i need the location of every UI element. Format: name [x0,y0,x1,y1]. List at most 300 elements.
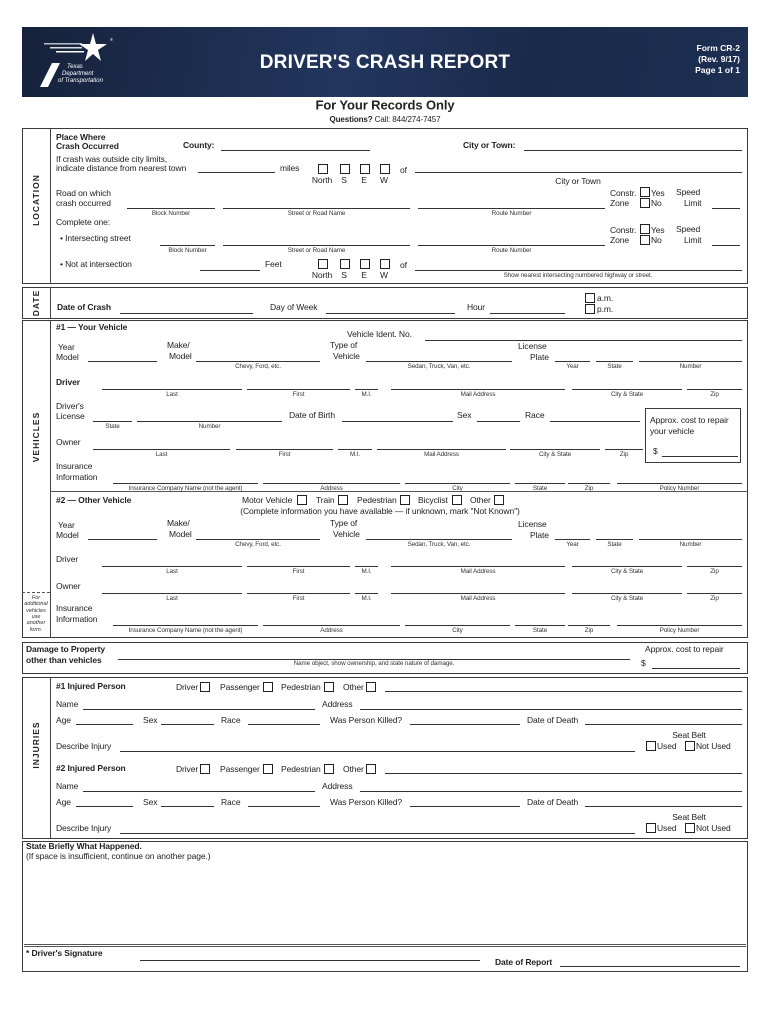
injured-2-seatbelt-used-checkbox[interactable] [646,823,656,833]
e-label: E [361,269,367,280]
model-label: Model [169,528,192,539]
other-vehicle-type-label: Train [316,494,335,505]
header-banner [22,27,748,97]
no-label: No [651,234,662,245]
of-label: of [400,164,407,175]
chevy-label: Chevy, Ford, etc. [235,362,281,370]
other-vehicle-type-label: Motor Vehicle [242,494,293,505]
state-label: State [607,362,622,370]
injured-1-role-checkbox[interactable] [263,682,273,692]
block-label: Block Number [168,246,207,254]
v1-insurance-city-field[interactable] [405,473,510,484]
injured-1-injury-description-field[interactable] [120,741,635,752]
day-of-week-label: Day of Week [270,301,318,312]
injured-1-age-field[interactable] [76,714,133,725]
sex-label: Sex [143,714,158,725]
city-state-label: City & State [538,450,572,458]
injured-1-role-other-field[interactable] [385,681,742,692]
miles-label: miles [280,162,300,173]
injured-1-address-field[interactable] [360,699,742,710]
v2-driver-last-field[interactable] [102,556,242,567]
title-label: State Briefly What Happened. [26,840,142,851]
intersection-north-checkbox[interactable] [318,259,328,269]
v1-vehicle-type-field[interactable] [366,351,512,362]
first-label: First [292,390,305,398]
v1-owner-first-field[interactable] [236,439,333,450]
nearest-town-field[interactable] [415,162,742,173]
other-vehicle-type-checkbox[interactable] [338,495,348,505]
vin-field[interactable] [425,330,742,341]
v1-plate-year-field[interactable] [555,351,590,362]
v2-make-model-field[interactable] [196,529,320,540]
title-label: #1 — Your Vehicle [56,321,128,332]
insurance-label: Insurance [56,460,93,471]
v1-race-field[interactable] [550,411,640,422]
road-street-name-field[interactable] [223,198,410,209]
injured-2-role-checkbox[interactable] [324,764,334,774]
show-nearest-label: Show nearest intersecting numbered highway or street. [503,271,653,279]
v2-owner-last-field[interactable] [102,583,242,594]
injured-2-injury-description-field[interactable] [120,823,635,834]
policy-label: Policy Number [659,484,700,492]
other-vehicle-type-checkbox[interactable] [452,495,462,505]
policy-label: Policy Number [659,626,700,634]
name-label: Name [56,780,79,791]
injured-1-killed-field[interactable] [410,714,520,725]
describe-label: Describe Injury [56,740,112,751]
place2-label: Crash Occurred [56,140,119,151]
make-label: Make/ [167,517,190,528]
v2-vehicle-type-field[interactable] [366,529,512,540]
state-label: State [105,422,120,430]
v2-insurance-address-field[interactable] [263,615,400,626]
last-label: Last [155,450,168,458]
zip-label: Zip [619,450,629,458]
speed-label: Speed [676,186,701,197]
injured-1-race-field[interactable] [248,714,320,725]
first-label: First [292,594,305,602]
v1-insurance-policy-field[interactable] [617,473,742,484]
year-label: Year [58,519,75,530]
road2-label: crash occurred [56,197,111,208]
city-label: City [452,626,463,634]
date-of-crash-label: Date of Crash [57,301,111,312]
injured-role-label: Pedestrian [281,763,321,774]
city-or-town-field[interactable] [524,140,742,151]
zip-label: Zip [584,626,594,634]
address-label: Address [322,780,353,791]
mail-label: Mail Address [460,594,496,602]
v2-driver-first-field[interactable] [247,556,350,567]
damage-repair-cost-field[interactable] [652,658,740,669]
intersecting-label: • Intersecting street [60,232,131,243]
svg-text:®: ® [110,37,113,42]
w-label: W [380,174,388,185]
v1-license-number-field[interactable] [137,411,282,422]
injured-1-seatbelt-used-checkbox[interactable] [646,741,656,751]
day-of-week-field[interactable] [326,303,455,314]
model-label: Model [56,529,79,540]
complete-one-label: Complete one: [56,216,110,227]
state-label: State [532,626,548,634]
injured-1-role-checkbox[interactable] [324,682,334,692]
owner-label: Owner [56,580,81,591]
injured-role-label: Other [343,763,364,774]
insurance-label: Insurance [56,602,93,613]
vin-label: Vehicle Ident. No. [347,328,412,339]
intersection-west-checkbox[interactable] [380,259,390,269]
injured-2-killed-field[interactable] [410,796,520,807]
limit-label: Limit [684,234,702,245]
injured-1-date-of-death-field[interactable] [585,714,742,725]
date-of-crash-field[interactable] [120,303,253,314]
v1-owner-city-state-field[interactable] [510,439,600,450]
date-of-death-label: Date of Death [527,796,579,807]
other-vehicle-type-checkbox[interactable] [494,495,504,505]
city-or-town-label: City or Town [555,175,601,186]
damage-description-field[interactable] [118,649,630,660]
type-of-label: Type of [330,339,358,350]
road-block-number-field[interactable] [127,198,215,209]
v1-owner-mi-field[interactable] [338,439,372,450]
yes-label: Yes [651,224,665,235]
year-label: Year [566,362,579,370]
constr-label: Constr. [610,187,637,198]
seat-belt-label: Seat Belt [672,729,706,740]
v1-owner-last-field[interactable] [93,439,230,450]
hour-label: Hour [467,301,486,312]
agency-name-line: Department [62,71,94,77]
injuries-section-label: INJURIES [31,721,41,769]
statement-textarea[interactable] [26,862,746,944]
number-label: Number [198,422,221,430]
not-used-label: Not Used [696,822,731,833]
road-speed-limit-field[interactable] [712,198,740,209]
not-used-label: Not Used [696,740,731,751]
v1-driver-last-field[interactable] [102,379,242,390]
v1-insurance-ins-company-field[interactable] [113,473,258,484]
used-label: Used [657,740,677,751]
am-label: a.m. [597,292,614,303]
number-label: Number [679,362,702,370]
ins-company-label: Insurance Company Name (not the agent) [128,484,243,492]
other-vehicle-type-checkbox[interactable] [297,495,307,505]
form-revision: (Rev. 9/17) [698,54,740,64]
date-of-report-field[interactable] [560,956,740,967]
zip-label: Zip [710,594,719,602]
v1-license-state-field[interactable] [93,411,132,422]
v2-owner-city-state-field[interactable] [572,583,682,594]
year-label: Year [566,540,579,548]
type-of-label: Type of [330,517,358,528]
speed-label: Speed [676,223,701,234]
intersection-east-checkbox[interactable] [360,259,370,269]
sex-label: Sex [457,409,472,420]
title-label: #2 — Other Vehicle [56,494,132,505]
information-label: Information [56,471,98,482]
injured-1-role-checkbox[interactable] [366,682,376,692]
v2-insurance-state-field[interactable] [515,615,565,626]
intersecting-constr-zone-no-checkbox[interactable] [640,235,650,245]
vehicle-label: Vehicle [333,350,360,361]
age-label: Age [56,714,71,725]
s-label: S [341,269,347,280]
distance-west-checkbox[interactable] [380,164,390,174]
road1-label: Road on which [56,187,111,198]
used-label: Used [657,822,677,833]
intersecting-constr-zone-yes-checkbox[interactable] [640,224,650,234]
last-label: Last [166,390,178,398]
date-of-report-label: Date of Report [495,956,553,967]
injured-2-role-checkbox[interactable] [366,764,376,774]
road-route-number-field[interactable] [418,198,605,209]
v1-plate-number-field[interactable] [639,351,742,362]
v1-dob-field[interactable] [342,411,453,422]
constr-label: Constr. [610,224,637,235]
v2-insurance-city-field[interactable] [405,615,510,626]
v2-owner-mi-field[interactable] [355,583,378,594]
road-constr-zone-yes-checkbox[interactable] [640,187,650,197]
county-field[interactable] [221,140,370,151]
note-separator [22,592,50,593]
sedan-label: Sedan, Truck, Van, etc. [407,540,471,548]
ins-company-label: Insurance Company Name (not the agent) [128,626,243,634]
date-section-label: DATE [31,289,41,317]
injured-1-seatbelt-not-used-checkbox[interactable] [685,741,695,751]
v1-repair-cost-field[interactable] [662,446,738,457]
v1-driver-zip-field[interactable] [687,379,742,390]
v2-driver-mi-field[interactable] [355,556,378,567]
license-label: License [56,410,85,421]
agency-name-line: of Transportation [58,78,103,84]
dollar-sign: $ [641,657,646,668]
route-label: Route Number [491,246,532,254]
injured-2-role-checkbox[interactable] [200,764,210,774]
signature-label: * Driver's Signature [26,947,103,958]
zip-label: Zip [710,390,719,398]
other-vehicle-type-label: Pedestrian [357,494,397,505]
v2-driver-city-state-field[interactable] [572,556,682,567]
street-label: Street or Road Name [287,209,346,217]
dollar-sign: $ [653,445,658,456]
v1-year-model-field[interactable] [88,351,157,362]
additional-vehicles-note: For additional vehicles use another form. [24,595,48,633]
distance-miles-field[interactable] [198,162,275,173]
last-label: Last [166,567,178,575]
hint-label: Name object, show ownership, and state nature of damage. [293,659,455,667]
license-label: License [518,340,547,351]
driver-label: Driver [56,553,79,564]
intersection-south-checkbox[interactable] [340,259,350,269]
v1-driver-mi-field[interactable] [355,379,378,390]
intersecting-speed-limit-field[interactable] [712,235,740,246]
page-number: Page 1 of 1 [695,65,740,75]
subtitle: For Your Records Only [315,97,455,113]
outside1-label: If crash was outside city limits, [56,153,168,164]
of-label: of [400,259,407,270]
no-label: No [651,197,662,208]
dob-label: Date of Birth [289,409,335,420]
am-checkbox[interactable] [585,293,595,303]
mail-label: Mail Address [424,450,459,458]
pm-checkbox[interactable] [585,304,595,314]
injured-role-label: Driver [176,681,199,692]
killed-label: Was Person Killed? [330,714,403,725]
v2-owner-first-field[interactable] [247,583,350,594]
mi-label: M.I. [361,567,372,575]
mi-label: M.I. [349,450,361,458]
owner-label: Owner [56,436,81,447]
v1-insurance-address-field[interactable] [263,473,400,484]
plate-label: Plate [530,529,549,540]
v2-plate-year-field[interactable] [555,529,590,540]
injured-2-name-field[interactable] [83,781,315,792]
v1-owner-zip-field[interactable] [605,439,643,450]
v1-owner-mail-field[interactable] [377,439,506,450]
feet-label: Feet [265,258,282,269]
zone-label: Zone [610,197,629,208]
first-label: First [292,567,305,575]
information-label: Information [56,613,98,624]
injured-1-name-field[interactable] [83,699,315,710]
location-section-label: LOCATION [31,174,41,226]
s-label: S [341,174,347,185]
v2-owner-zip-field[interactable] [687,583,742,594]
v1-plate-state-field[interactable] [596,351,633,362]
route-label: Route Number [491,209,532,217]
v2-driver-mail-field[interactable] [391,556,565,567]
nearest-highway-field[interactable] [415,260,742,271]
v1-sex-field[interactable] [477,411,520,422]
v1-insurance-state-field[interactable] [515,473,565,484]
outside2-label: indicate distance from nearest town [56,162,187,173]
year-label: Year [58,341,75,352]
form-number: Form CR-2 [696,43,740,53]
pm-label: p.m. [597,303,614,314]
injured-2-race-field[interactable] [248,796,320,807]
signature-divider [24,944,746,945]
signature-field[interactable] [140,950,480,961]
city-state-label: City & State [610,390,644,398]
injuries-divider [50,677,51,839]
driver-label: Driver [56,376,80,387]
injured-2-age-field[interactable] [76,796,133,807]
north-label: North [311,174,333,185]
zip-label: Zip [584,484,594,492]
injured-role-label: Pedestrian [281,681,321,692]
drivers-label: Driver's [56,400,84,411]
v2-insurance-zip-field[interactable] [568,615,610,626]
intersecting-block-number-field[interactable] [160,235,215,246]
distance-north-checkbox[interactable] [318,164,328,174]
state-label: State [607,540,622,548]
injured-role-label: Passenger [220,763,260,774]
instructions-label: (Complete information you have available — if unknown, mark "Not Known") [240,505,520,516]
title-label: #2 Injured Person [56,762,126,773]
v2-owner-mail-field[interactable] [391,583,565,594]
form-title: DRIVER'S CRASH REPORT [259,52,511,73]
v1-insurance-zip-field[interactable] [568,473,610,484]
v1-driver-city-state-field[interactable] [572,379,682,390]
address-label: Address [320,484,343,492]
title-label: #1 Injured Person [56,680,126,691]
distance-south-checkbox[interactable] [340,164,350,174]
location-divider [50,128,51,284]
title1-label: Damage to Property [26,643,105,654]
injured-2-sex-field[interactable] [161,796,214,807]
mi-label: M.I. [361,594,372,602]
zone-label: Zone [610,234,629,245]
distance-east-checkbox[interactable] [360,164,370,174]
injured-1-sex-field[interactable] [161,714,214,725]
hour-field[interactable] [490,303,565,314]
address-label: Address [322,698,353,709]
county-label: County: [183,139,215,150]
other-vehicle-type-checkbox[interactable] [400,495,410,505]
vehicles-divider [50,320,51,638]
race-label: Race [221,796,241,807]
street-label: Street or Road Name [287,246,346,254]
v2-insurance-policy-field[interactable] [617,615,742,626]
repair1-label: Approx. cost to repair [650,414,729,425]
other-vehicle-type-label: Bicyclist [418,494,448,505]
hint-label: (If space is insufficient, continue on another page.) [26,850,211,861]
number-label: Number [679,540,702,548]
injured-2-role-other-field[interactable] [385,763,742,774]
questions-line [330,116,441,124]
v2-plate-number-field[interactable] [639,529,742,540]
first-label: First [278,450,291,458]
mail-label: Mail Address [460,390,496,398]
v2-driver-zip-field[interactable] [687,556,742,567]
vehicle-label: Vehicle [333,528,360,539]
chevy-label: Chevy, Ford, etc. [235,540,281,548]
injured-2-seatbelt-not-used-checkbox[interactable] [685,823,695,833]
v1-make-model-field[interactable] [196,351,320,362]
v1-driver-mail-field[interactable] [391,379,565,390]
date-of-death-label: Date of Death [527,714,579,725]
vehicles-section-label: VEHICLES [31,411,41,463]
v2-plate-state-field[interactable] [596,529,633,540]
model-label: Model [169,350,192,361]
feet-field[interactable] [200,260,260,271]
injured-1-role-checkbox[interactable] [200,682,210,692]
city-state-label: City & State [610,594,644,602]
v2-insurance-ins-company-field[interactable] [113,615,258,626]
license-label: License [518,518,547,529]
intersecting-street-name-field[interactable] [223,235,410,246]
not-at-label: • Not at intersection [60,258,132,269]
injured-role-label: Passenger [220,681,260,692]
describe-label: Describe Injury [56,822,112,833]
place1-label: Place Where [56,131,106,142]
race-label: Race [221,714,241,725]
v2-year-model-field[interactable] [88,529,157,540]
road-constr-zone-no-checkbox[interactable] [640,198,650,208]
w-label: W [380,269,388,280]
injured-2-role-checkbox[interactable] [263,764,273,774]
injured-role-label: Other [343,681,364,692]
injured-2-address-field[interactable] [360,781,742,792]
city-town-label: City or Town: [463,139,516,150]
city-state-label: City & State [610,567,644,575]
zip-label: Zip [710,567,719,575]
intersecting-route-number-field[interactable] [418,235,605,246]
injured-2-date-of-death-field[interactable] [585,796,742,807]
name-label: Name [56,698,79,709]
v1-driver-first-field[interactable] [247,379,350,390]
make-label: Make/ [167,339,190,350]
